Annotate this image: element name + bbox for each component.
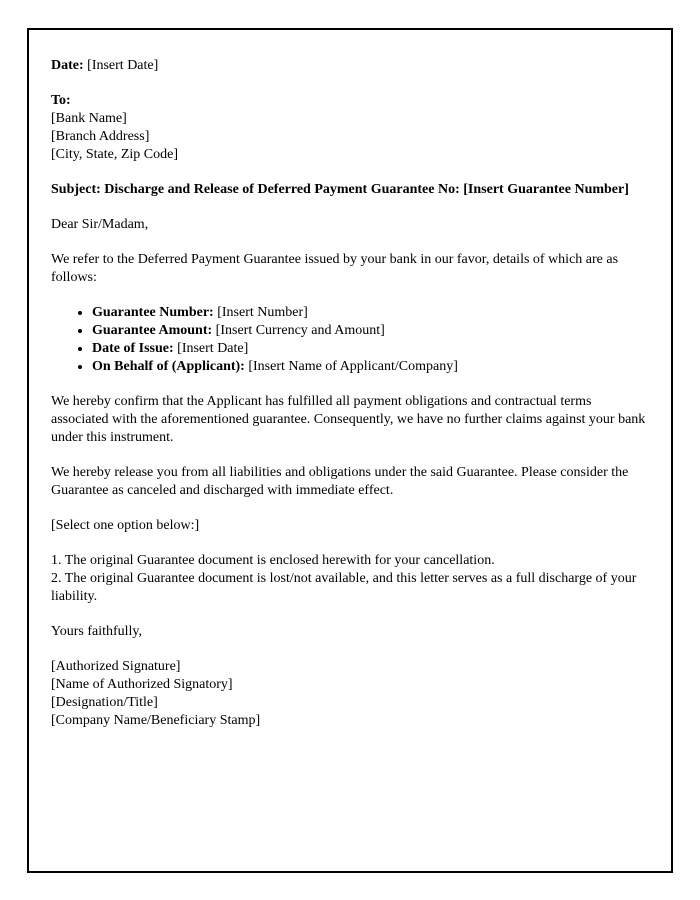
- letter-page: [27, 28, 673, 873]
- detail-value: [Insert Date]: [177, 341, 249, 356]
- closing: Yours faithfully,: [51, 624, 143, 639]
- detail-label: On Behalf of (Applicant):: [92, 359, 245, 374]
- detail-label: Guarantee Amount:: [92, 323, 213, 338]
- guarantee-details-list: [51, 304, 649, 376]
- to-bank-name: [Bank Name]: [51, 111, 127, 126]
- detail-item-guarantee-number: [92, 304, 649, 322]
- signature-block: [51, 658, 649, 730]
- options-block: [51, 552, 649, 606]
- detail-value: [Insert Currency and Amount]: [215, 323, 385, 338]
- detail-value: [Insert Name of Applicant/Company]: [248, 359, 458, 374]
- date-label: Date:: [51, 58, 84, 73]
- date-line: [51, 57, 649, 75]
- paragraph-confirmation: We hereby confirm that the Applicant has fulfilled all payment obligations and contractual terms associated with the aforementioned guarantee. Consequently, we have no further claims against your bank under this instrument.: [51, 394, 646, 445]
- to-branch-address: [Branch Address]: [51, 129, 150, 144]
- option-prompt: [Select one option below:]: [51, 518, 200, 533]
- detail-value: [Insert Number]: [217, 305, 308, 320]
- detail-label: Guarantee Number:: [92, 305, 214, 320]
- option-2: 2. The original Guarantee document is lost/not available, and this letter serves as a full discharge of your liability.: [51, 571, 637, 604]
- signature-line-designation: [Designation/Title]: [51, 695, 158, 710]
- intro-paragraph: We refer to the Deferred Payment Guarantee issued by your bank in our favor, details of which are as follows:: [51, 252, 619, 285]
- detail-item-on-behalf-of: [92, 358, 649, 376]
- to-block: [51, 92, 649, 164]
- paragraph-release: We hereby release you from all liabilities and obligations under the said Guarantee. Please consider the Guarantee as canceled and discharged with immediate effect.: [51, 465, 629, 498]
- option-1: 1. The original Guarantee document is enclosed herewith for your cancellation.: [51, 553, 495, 568]
- signature-line-authorized-signature: [Authorized Signature]: [51, 659, 181, 674]
- signature-line-company-stamp: [Company Name/Beneficiary Stamp]: [51, 713, 261, 728]
- to-city-state-zip: [City, State, Zip Code]: [51, 147, 179, 162]
- detail-item-guarantee-amount: [92, 322, 649, 340]
- detail-label: Date of Issue:: [92, 341, 174, 356]
- date-value: [Insert Date]: [87, 58, 159, 73]
- salutation: Dear Sir/Madam,: [51, 217, 149, 232]
- signature-line-name: [Name of Authorized Signatory]: [51, 677, 233, 692]
- to-label: To:: [51, 93, 71, 108]
- detail-item-date-of-issue: [92, 340, 649, 358]
- subject-line: Subject: Discharge and Release of Deferred Payment Guarantee No: [Insert Guarantee Number]: [51, 182, 629, 197]
